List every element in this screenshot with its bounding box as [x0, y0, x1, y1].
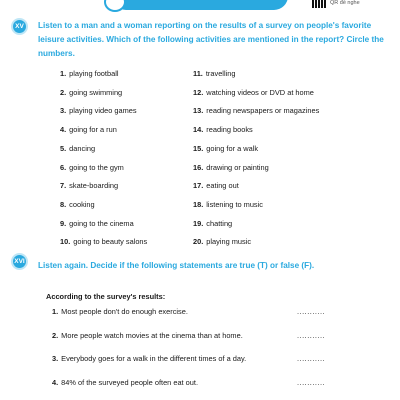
subheading: According to the survey's results: [46, 292, 166, 301]
item-number: 6. [60, 162, 67, 172]
exercise-badge-xv: XV [11, 18, 28, 35]
item-text: reading books [206, 125, 253, 135]
item-number: 16. [193, 162, 204, 172]
item-number: 8. [60, 199, 67, 209]
item-text: eating out [206, 181, 239, 191]
item-number: 17. [193, 181, 204, 191]
activity-item[interactable] [193, 181, 239, 190]
item-number: 10. [60, 237, 71, 247]
item-number: 19. [193, 218, 204, 228]
item-text: going for a walk [206, 143, 259, 153]
qr-caption: QR đề nghe [330, 0, 360, 6]
activity-item[interactable] [193, 144, 258, 153]
item-number: 20. [193, 237, 204, 247]
activity-item[interactable] [193, 125, 253, 134]
answer-blank[interactable]: ........... [297, 377, 326, 387]
item-text: dancing [69, 143, 96, 153]
item-number: 4. [60, 125, 67, 135]
activity-item[interactable] [193, 200, 263, 209]
activity-item[interactable] [193, 237, 251, 246]
item-text: going swimming [69, 87, 123, 97]
activity-item[interactable] [193, 219, 232, 228]
item-text: watching videos or DVD at home [206, 87, 314, 97]
item-text: travelling [205, 69, 236, 78]
instruction-line: numbers. [38, 49, 75, 58]
item-text: skate-boarding [69, 181, 119, 191]
statement-item [52, 331, 243, 340]
activity-item[interactable] [60, 69, 118, 78]
item-text: going for a run [69, 125, 117, 135]
item-text: chatting [206, 218, 233, 228]
answer-blank[interactable]: ........... [297, 330, 326, 340]
statement-text: 84% of the surveyed people often eat out. [61, 377, 198, 387]
item-number: 9. [60, 218, 67, 228]
item-text: going to the cinema [69, 218, 134, 228]
item-text: playing video games [69, 106, 137, 116]
statement-text: More people watch movies at the cinema than at home. [61, 330, 243, 340]
item-text: going to the gym [69, 162, 124, 172]
item-text: playing music [206, 237, 252, 247]
activity-item[interactable] [60, 163, 124, 172]
item-number: 3. [60, 106, 67, 116]
item-text: drawing or painting [206, 162, 269, 172]
statement-item [52, 378, 198, 387]
exercise-badge-xvi: XVI [11, 253, 28, 270]
item-number: 11. [193, 69, 203, 78]
statement-number: 3. [52, 354, 59, 363]
instruction-line: Listen to a man and a woman reporting on the results of a survey on people's favorite [38, 21, 372, 30]
activity-item[interactable] [60, 144, 95, 153]
item-number: 2. [60, 87, 67, 97]
activity-item[interactable] [60, 125, 117, 134]
item-text: cooking [69, 199, 95, 209]
activity-item[interactable] [60, 237, 147, 246]
headphones-icon [104, 0, 126, 12]
qr-code-icon[interactable] [312, 0, 327, 8]
activity-item[interactable] [193, 106, 319, 115]
statement-item [52, 307, 188, 316]
activity-item[interactable] [60, 219, 134, 228]
activity-item[interactable] [60, 106, 137, 115]
statement-number: 2. [52, 330, 59, 340]
activity-item[interactable] [193, 88, 314, 97]
listening-banner [112, 0, 288, 10]
activity-item[interactable] [60, 200, 95, 209]
statement-number: 4. [52, 377, 59, 387]
item-text: reading newspapers or magazines [206, 106, 320, 116]
item-text: playing football [69, 69, 119, 78]
item-number: 18. [193, 199, 204, 209]
item-number: 15. [193, 143, 204, 153]
activity-item[interactable] [60, 181, 118, 190]
answer-blank[interactable]: ........... [297, 354, 326, 363]
item-number: 12. [193, 87, 204, 97]
statement-text: Most people don't do enough exercise. [61, 307, 188, 316]
instruction-line: Listen again. Decide if the following statements are true (T) or false (F). [38, 261, 315, 270]
statement-number: 1. [52, 307, 59, 316]
activity-item[interactable] [193, 69, 235, 78]
instruction-line: leisure activities. Which of the following activities are mentioned in the report? Circle the [38, 35, 384, 44]
statement-item [52, 354, 246, 363]
activity-item[interactable] [193, 163, 269, 172]
item-text: listening to music [206, 199, 263, 209]
item-number: 7. [60, 181, 67, 191]
item-number: 5. [60, 143, 67, 153]
activity-item[interactable] [60, 88, 122, 97]
item-number: 14. [193, 125, 204, 135]
item-number: 13. [193, 106, 204, 116]
item-text: going to beauty salons [73, 237, 148, 247]
answer-blank[interactable]: ........... [297, 307, 326, 316]
statement-text: Everybody goes for a walk in the different times of a day. [61, 354, 247, 363]
item-number: 1. [60, 69, 67, 78]
